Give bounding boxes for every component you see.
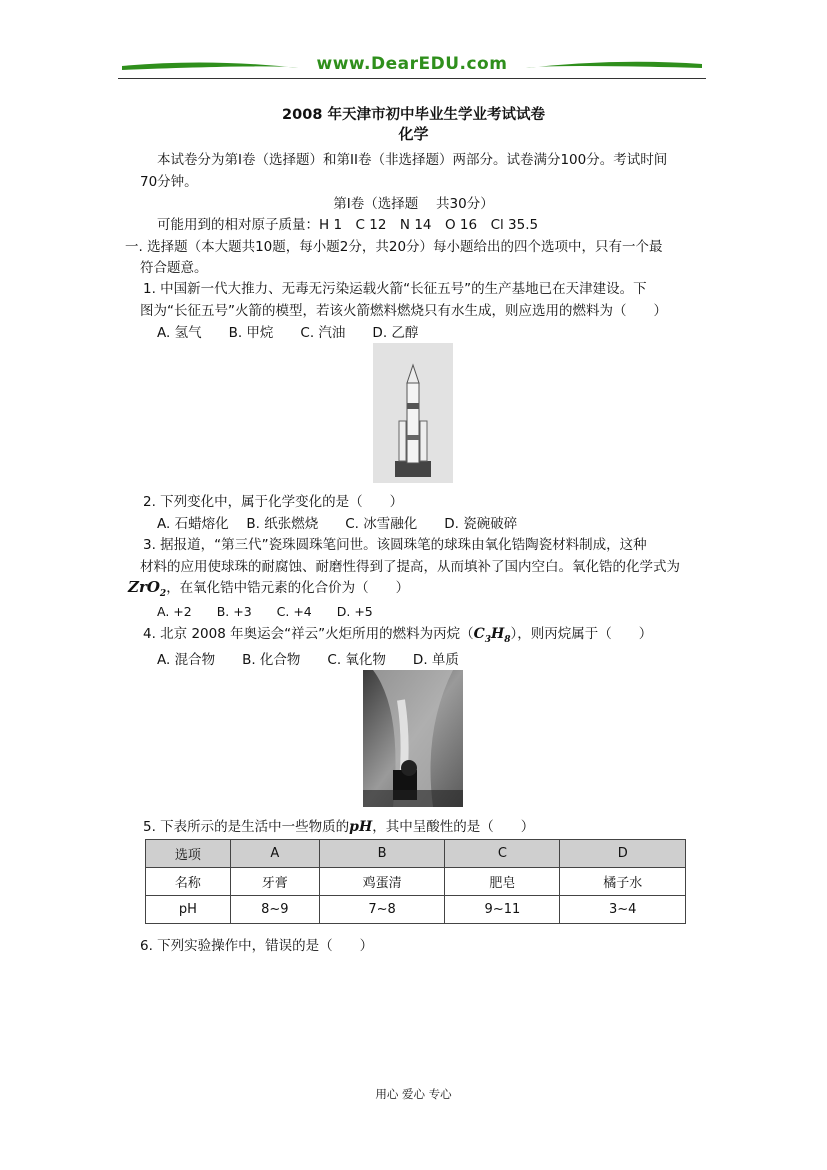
table-cell: 名称 (146, 868, 231, 896)
q4-formula-h-sub: 8 (504, 634, 511, 645)
q4-stem-before: 4. 北京 2008 年奥运会“祥云”火炬所用的燃料为丙烷（ (143, 626, 474, 642)
section1-line-2: 符合题意。 (140, 260, 208, 276)
table-cell: pH (146, 896, 231, 924)
site-brand-text[interactable]: www.DearEDU.com (316, 54, 508, 74)
q1-line-1: 1. 中国新一代大推力、无毒无污染运载火箭“长征五号”的生产基地已在天津建设。下 (143, 281, 647, 297)
table-header-cell: D (560, 840, 686, 868)
table-header-cell: C (445, 840, 560, 868)
q5-stem (143, 815, 534, 835)
q1-options: A. 氢气 B. 甲烷 C. 汽油 D. 乙醇 (157, 325, 419, 341)
table-cell: 肥皂 (445, 868, 560, 896)
table-header-cell: A (230, 840, 319, 868)
atomic-masses: 可能用到的相对原子质量：H 1 C 12 N 14 O 16 Cl 35.5 (157, 217, 539, 233)
table-cell: 7~8 (319, 896, 444, 924)
page-footer: 用心 爱心 专心 (375, 1087, 452, 1101)
q4-formula-c-sub: 3 (484, 634, 492, 645)
q4-stem-after: ），则丙烷属于（ ） (510, 626, 653, 642)
site-header-banner (118, 52, 706, 82)
header-rule (118, 78, 706, 79)
table-row (146, 896, 686, 924)
table-cell: 牙膏 (230, 868, 319, 896)
q5-stem-before: 5. 下表所示的是生活中一些物质的 (143, 819, 350, 835)
q3-line-2: 材料的应用使球珠的耐腐蚀、耐磨性得到了提高，从而填补了国内空白。氧化锆的化学式为 (140, 559, 680, 575)
q3-formula-sub: 2 (159, 589, 167, 599)
q3-line-1: 3. 据报道，“第三代”瓷珠圆珠笔问世。该圆珠笔的球珠由氧化锆陶瓷材料制成，这种 (143, 537, 647, 553)
q1-line-2: 图为“长征五号”火箭的模型，若该火箭燃料燃烧只有水生成，则应选用的燃料为（ ） (140, 303, 667, 319)
exam-title: 2008 年天津市初中毕业生学业考试试卷 (282, 107, 545, 123)
exam-subject: 化学 (398, 125, 429, 143)
q4-stem (143, 622, 652, 645)
table-header-cell: B (319, 840, 444, 868)
table-header-row (146, 840, 686, 868)
q3-line-3 (128, 576, 409, 599)
table-cell: 9~11 (445, 896, 560, 924)
q2-stem: 2. 下列变化中，属于化学变化的是（ ） (143, 494, 404, 510)
ph-table (145, 839, 686, 924)
intro-line-1: 本试卷分为第I卷（选择题）和第II卷（非选择题）两部分。试卷满分100分。考试时间 (157, 152, 668, 168)
q3-line-3-rest: ，在氧化锆中锆元素的化合价为（ ） (166, 580, 410, 596)
table-row (146, 868, 686, 896)
section1-line-1: 一. 选择题（本大题共10题，每小题2分，共20分）每小题给出的四个选项中，只有一个最 (125, 239, 663, 255)
table-header-cell: 选项 (146, 840, 231, 868)
table-cell: 8~9 (230, 896, 319, 924)
intro-line-2: 70分钟。 (140, 174, 198, 190)
q4-options: A. 混合物 B. 化合物 C. 氧化物 D. 单质 (157, 652, 459, 668)
part1-header: 第I卷（选择题 共30分） (333, 196, 494, 212)
q2-options: A. 石蜡熔化 B. 纸张燃烧 C. 冰雪融化 D. 瓷碗破碎 (157, 516, 518, 532)
q5-formula-ph: pH (349, 819, 373, 835)
rocket-model-image (373, 343, 453, 483)
table-cell: 橘子水 (560, 868, 686, 896)
q4-formula-c: C (473, 626, 485, 642)
table-cell: 鸡蛋清 (319, 868, 444, 896)
q5-stem-after: ，其中呈酸性的是（ ） (372, 819, 535, 835)
q4-formula-h: H (491, 626, 505, 642)
table-cell: 3~4 (560, 896, 686, 924)
rocket-model-drawing (373, 343, 453, 483)
torch-image (363, 670, 463, 807)
q3-formula-main: ZrO (128, 578, 160, 596)
torch-photo-drawing (363, 670, 463, 807)
q6-stem: 6. 下列实验操作中，错误的是（ ） (140, 938, 374, 954)
q3-options: A. +2 B. +3 C. +4 D. +5 (157, 604, 373, 619)
